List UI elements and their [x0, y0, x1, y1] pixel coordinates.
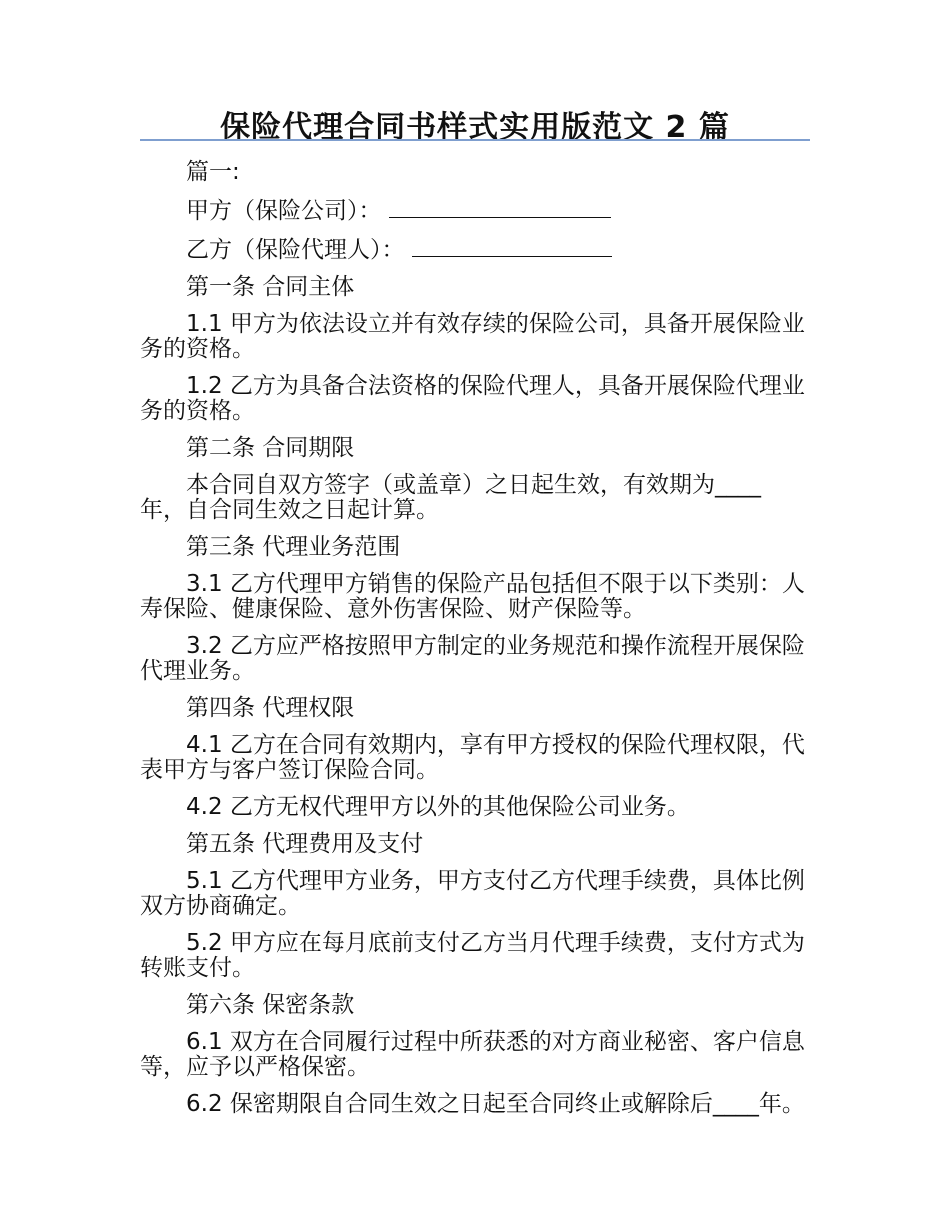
- clause-paragraph: 3.2 乙方应严格按照甲方制定的业务规范和操作流程开展保险代理业务。: [140, 633, 805, 684]
- article-heading: 第一条 合同主体: [186, 274, 355, 300]
- document-title: 保险代理合同书样式实用版范文 2 篇: [220, 110, 730, 145]
- party-a-label: 甲方（保险公司）：: [186, 198, 389, 224]
- document-body: [140, 154, 805, 1123]
- party-a-line: [140, 191, 805, 230]
- article-heading: 第四条 代理权限: [186, 695, 355, 721]
- title-underline: [140, 139, 810, 141]
- clause-paragraph: 4.2 乙方无权代理甲方以外的其他保险公司业务。: [186, 794, 690, 820]
- article-heading: 第二条 合同期限: [186, 435, 355, 461]
- clause-paragraph: 6.1 双方在合同履行过程中所获悉的对方商业秘密、客户信息等，应予以严格保密。: [140, 1029, 805, 1080]
- article-heading: 第六条 保密条款: [186, 992, 355, 1018]
- section-heading-part-one: 篇一:: [186, 159, 240, 185]
- clause-paragraph: 3.1 乙方代理甲方销售的保险产品包括但不限于以下类别：人寿保险、健康保险、意外伤害保险、财产保险等。: [140, 571, 805, 622]
- party-b-blank: [412, 236, 612, 257]
- party-a-blank: [389, 197, 611, 218]
- clause-paragraph: 本合同自双方签字（或盖章）之日起生效，有效期为____年，自合同生效之日起计算。: [140, 472, 761, 523]
- party-b-label: 乙方（保险代理人）：: [186, 237, 412, 263]
- clause-paragraph: 6.2 保密期限自合同生效之日起至合同终止或解除后____年。: [186, 1091, 805, 1117]
- clause-paragraph: 1.2 乙方为具备合法资格的保险代理人，具备开展保险代理业务的资格。: [140, 373, 805, 424]
- party-b-line: [140, 230, 805, 269]
- article-heading: 第五条 代理费用及支付: [186, 831, 424, 857]
- article-heading: 第三条 代理业务范围: [186, 534, 401, 560]
- clause-paragraph: 5.1 乙方代理甲方业务，甲方支付乙方代理手续费，具体比例双方协商确定。: [140, 868, 805, 919]
- clause-paragraph: 1.1 甲方为依法设立并有效存续的保险公司，具备开展保险业务的资格。: [140, 311, 805, 362]
- clause-paragraph: 4.1 乙方在合同有效期内，享有甲方授权的保险代理权限，代表甲方与客户签订保险合同。: [140, 732, 805, 783]
- clause-paragraph: 5.2 甲方应在每月底前支付乙方当月代理手续费，支付方式为转账支付。: [140, 930, 805, 981]
